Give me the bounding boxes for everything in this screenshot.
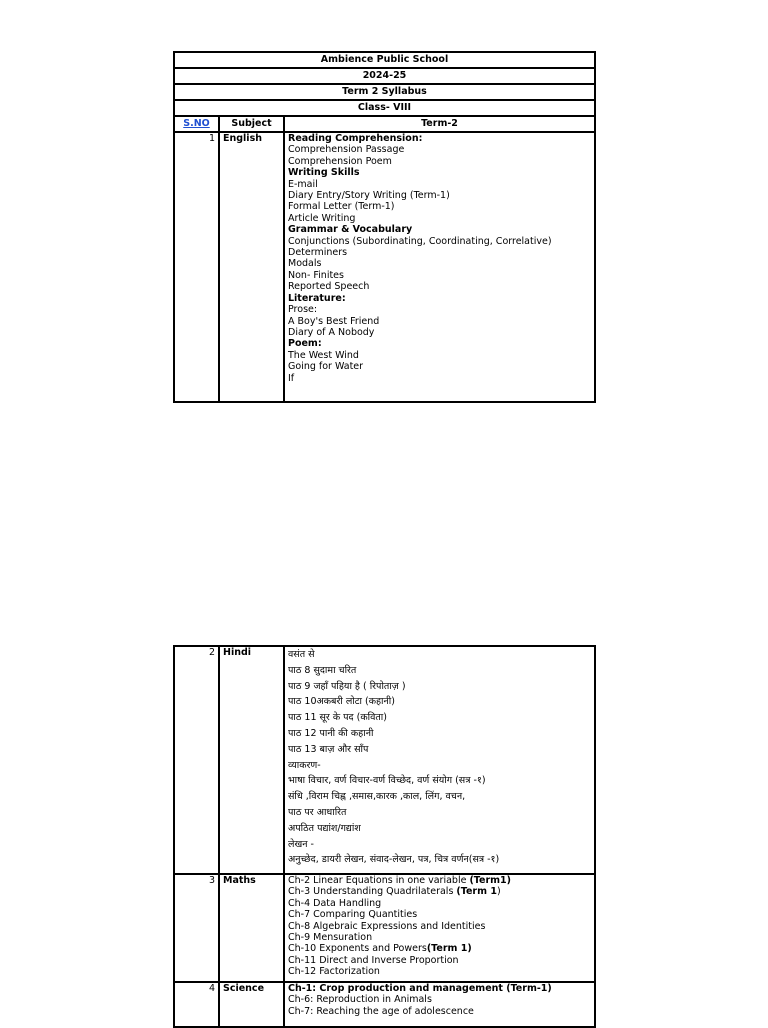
topic-text: Ch-8 Algebraic Expressions and Identities: [288, 920, 486, 932]
table-row: [174, 874, 595, 982]
topic-line: Non- Finites: [288, 269, 344, 281]
session-year: 2024-25: [174, 68, 595, 84]
row-sno: 3: [174, 874, 219, 982]
topic-line: संधि ,विराम चिह्न ,समास,कारक ,काल, लिंग, वचन,: [288, 791, 466, 803]
topic-line: [288, 886, 591, 897]
term-note: (Term 1: [456, 886, 497, 898]
row-sno: 1: [174, 132, 219, 402]
table-row: [174, 982, 595, 1027]
topic-text: Ch-3 Understanding Quadrilaterals: [288, 886, 457, 898]
topic-line: Diary Entry/Story Writing (Term-1): [288, 190, 450, 202]
term-note: (Term1): [469, 875, 512, 886]
topic-line: [288, 909, 591, 920]
topic-line: पाठ 10अकबरी लोटा (कहानी): [288, 696, 395, 708]
topic-line: The West Wind: [288, 349, 359, 361]
topic-line: [288, 875, 591, 886]
topic-text: Ch-10 Exponents and Powers: [288, 943, 427, 955]
topic-line: पाठ 13 बाज़ और साँप: [288, 743, 369, 755]
topic-line: वसंत से: [288, 649, 315, 660]
sno-link[interactable]: S.NO: [183, 118, 210, 130]
row-subject: Hindi: [219, 646, 284, 874]
topic-line: अनुच्छेद, डायरी लेखन, संवाद-लेखन, पत्र, चित्र वर्णन(सत्र -१): [288, 854, 500, 866]
topic-line: [288, 966, 591, 977]
topic-line: [288, 943, 591, 954]
topic-line: लेखन -: [288, 838, 314, 850]
topic-text: Ch-2 Linear Equations in one variable: [288, 875, 470, 886]
topic-line: Formal Letter (Term-1): [288, 201, 395, 213]
topic-line: [288, 955, 591, 966]
term-title: Term 2 Syllabus: [174, 84, 595, 100]
row-sno: 2: [174, 646, 219, 874]
topic-line: Ch-1: Crop production and management (Term-1): [288, 983, 552, 994]
syllabus-table-page1: [173, 51, 596, 403]
topic-text: Ch-4 Data Handling: [288, 897, 382, 909]
topic-text: Ch-7 Comparing Quantities: [288, 909, 418, 921]
topic-line: व्याकरण-: [288, 759, 321, 771]
topic-line: पाठ 11 सूर के पद (कविता): [288, 712, 387, 724]
row-topics: [284, 646, 595, 874]
topic-line: पाठ पर आधारित: [288, 806, 347, 818]
table-row: [174, 132, 595, 402]
school-name: Ambience Public School: [174, 52, 595, 68]
topic-line: Ch-7: Reaching the age of adolescence: [288, 1005, 474, 1017]
topic-line: Writing Skills: [288, 167, 360, 179]
topic-line: पाठ 12 पानी की कहानी: [288, 727, 374, 739]
topic-line: Conjunctions (Subordinating, Coordinating, Correlative): [288, 235, 552, 247]
topic-line: Reported Speech: [288, 281, 370, 293]
column-header-subject: Subject: [219, 116, 284, 132]
topic-line: If: [288, 372, 295, 384]
topic-line: Reading Comprehension:: [288, 133, 423, 144]
topic-line: Modals: [288, 258, 322, 270]
topic-line: Grammar & Vocabulary: [288, 224, 413, 236]
topic-line: भाषा विचार, वर्ण विचार-वर्ण विच्छेद, वर्ण संयोग (सत्र -१): [288, 775, 486, 787]
topic-line: Comprehension Poem: [288, 155, 392, 167]
row-subject: English: [219, 132, 284, 402]
row-subject: Maths: [219, 874, 284, 982]
topic-line: Literature:: [288, 292, 346, 304]
row-topics: [284, 874, 595, 982]
row-topics: [284, 132, 595, 402]
topic-text: Ch-11 Direct and Inverse Proportion: [288, 954, 459, 966]
topic-line: अपठित पद्यांश/गद्यांश: [288, 822, 361, 834]
topic-line: Poem:: [288, 338, 322, 350]
topic-line: [288, 932, 591, 943]
table-row: [174, 646, 595, 874]
topic-tail: ): [496, 886, 501, 898]
topic-line: Ch-6: Reproduction in Animals: [288, 994, 432, 1006]
column-header-term: Term-2: [284, 116, 595, 132]
topic-line: [288, 921, 591, 932]
row-topics: [284, 982, 595, 1027]
topic-line: A Boy's Best Friend: [288, 315, 380, 327]
row-sno: 4: [174, 982, 219, 1027]
row-subject: Science: [219, 982, 284, 1027]
topic-line: [288, 898, 591, 909]
topic-line: Comprehension Passage: [288, 144, 405, 156]
topic-line: Going for Water: [288, 361, 364, 373]
topic-line: Article Writing: [288, 212, 356, 224]
syllabus-table-page2: [173, 645, 596, 1028]
term-note: (Term 1): [426, 943, 472, 955]
topic-line: पाठ 9 जहाँ पहिया है ( रिपोताज़ ): [288, 680, 406, 692]
class-label: Class- VIII: [174, 100, 595, 116]
topic-line: पाठ 8 सुदामा चरित: [288, 664, 357, 676]
topic-line: Determiners: [288, 247, 348, 259]
topic-line: Prose:: [288, 304, 318, 316]
column-header-sno[interactable]: [174, 116, 219, 132]
topic-text: Ch-12 Factorization: [288, 966, 380, 978]
topic-line: Diary of A Nobody: [288, 326, 375, 338]
topic-text: Ch-9 Mensuration: [288, 932, 373, 944]
topic-line: E-mail: [288, 178, 318, 190]
